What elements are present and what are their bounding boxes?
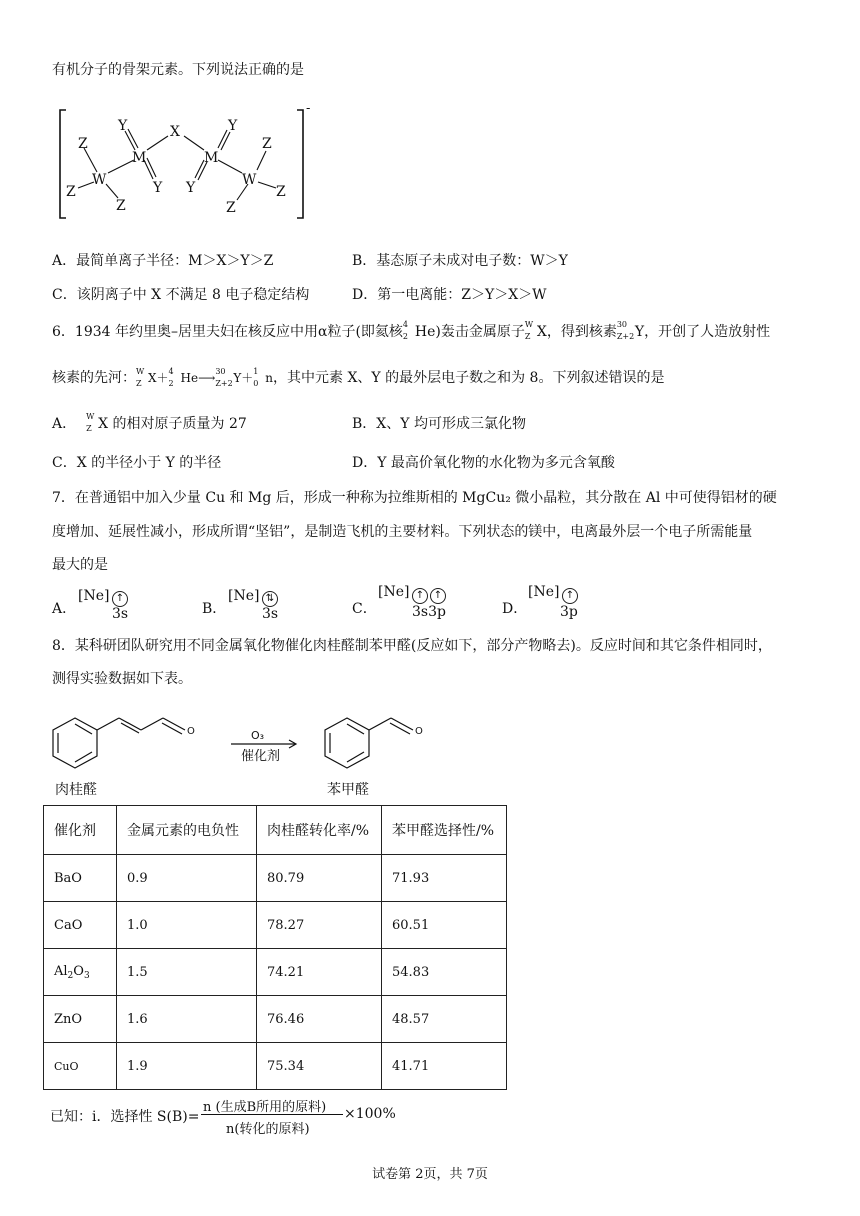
table-cell: CaO [44,902,117,949]
orbital-box: ↑ [412,588,428,604]
orbital-box: ↑ [112,591,128,607]
table-cell: 1.6 [117,996,257,1043]
q6-option-a[interactable]: A． W Z X 的相对原子质量为 27 [52,412,247,433]
q7-stem-line1: 7．在普通铝中加入少量 Cu 和 Mg 后，形成一种称为拉维斯相的 MgCu₂ 微小晶粒，其分散在 Al 中可使得铝材的硬 [52,490,777,506]
atom-z: Z [226,200,236,216]
q6-stem-line2: 核素的先河： W Z X＋ 4 2 He⟶ 30 Z+2 Y＋ 1 0 n，其中元素 X、Y 的最外层电子数之和为 8。下列叙述错误的是 [52,366,665,388]
reagent-ozone: O₃ [251,729,265,742]
fraction-bar [201,1114,343,1115]
table-cell: $Al_2O_3$ [44,949,117,996]
atom-y: Y [186,180,196,196]
atom-m: M [132,150,147,166]
table-cell: 54.83 [382,949,507,996]
atom-x: X [170,124,180,140]
formula-denominator: n(转化的原料) [226,1122,310,1137]
table-row [44,902,507,949]
q7-option-d[interactable]: D． [Ne] ↑ 3p [502,584,578,620]
q7-option-c[interactable]: C． [Ne] ↑ ↑ 3s3p [352,584,446,620]
reaction-scheme [45,700,455,800]
known-prefix: 已知：i．选择性 S(B)= [50,1109,200,1125]
q7-option-a[interactable]: A． [Ne] ↑ 3s [52,588,129,622]
column-header: 苯甲醛选择性/% [382,806,507,855]
atom-y: Y [228,118,238,134]
table-cell: 48.57 [382,996,507,1043]
table-cell: 78.27 [257,902,382,949]
q5-option-b[interactable]: B．基态原子未成对电子数：W＞Y [352,253,568,269]
oxygen-label: O [187,726,195,737]
nuclear-equation: W Z X＋ 4 2 He⟶ 30 Z+2 Y＋ 1 0 n [136,366,273,388]
q6-stem-line1: 6．1934 年约里奥–居里夫妇在核反应中用α粒子(即氦核 4 2 He)轰击金属原子 W Z X，得到核素 30 Z+2 Y，开创了人造放射性 [52,320,771,341]
atom-m: M [204,150,219,166]
intro-text: 有机分子的骨架元素。下列说法正确的是 [52,62,304,78]
table-cell: 1.9 [117,1043,257,1090]
table-row [44,1043,507,1090]
q8-stem-line1: 8．某科研团队研究用不同金属氧化物催化肉桂醛制苯甲醛(反应如下，部分产物略去)。反应时间和其它条件相同时， [52,638,772,654]
formula-multiplier: ×100% [344,1106,396,1122]
column-header: 肉桂醛转化率/% [257,806,382,855]
q7-stem-line2: 度增加、延展性减小，形成所谓“坚铝”，是制造飞机的主要材料。下列状态的镁中，电离最外层一个电子所需能量 [52,524,753,540]
q8-stem-line2: 测得实验数据如下表。 [52,671,192,687]
q7-stem-line3: 最大的是 [52,557,108,573]
table-cell: BaO [44,855,117,902]
q6-option-d[interactable]: D．Y 最高价氧化物的水化物为多元含氧酸 [352,455,615,471]
table-row [44,996,507,1043]
table-cell: 74.21 [257,949,382,996]
product-name: 苯甲醛 [327,782,369,798]
q5-option-a[interactable]: A．最简单离子半径：M＞X＞Y＞Z [52,253,274,269]
atom-y: Y [118,118,128,134]
orbital-box: ↑ [562,588,578,604]
atom-w: W [92,172,107,188]
table-cell: 0.9 [117,855,257,902]
table-row [44,949,507,996]
column-header: 催化剂 [44,806,117,855]
atom-y: Y [153,180,163,196]
table-cell: CuO [44,1043,117,1090]
q5-option-c[interactable]: C．该阴离子中 X 不满足 8 电子稳定结构 [52,287,310,303]
atom-z: Z [276,184,286,200]
catalyst-label: 催化剂 [241,749,281,764]
table-cell: 1.5 [117,949,257,996]
oxygen-label: O [415,726,423,737]
q5-option-d[interactable]: D．第一电离能：Z＞Y＞X＞W [352,287,547,303]
table-cell: 60.51 [382,902,507,949]
table-header-row [44,806,507,855]
table-cell: 1.0 [117,902,257,949]
atom-w: W [242,172,257,188]
page-footer: 试卷第 2页，共 7页 [372,1167,488,1182]
atom-z: Z [78,136,88,152]
catalyst-data-table [43,805,507,1090]
q6-option-c[interactable]: C．X 的半径小于 Y 的半径 [52,455,222,471]
q7-option-b[interactable]: B． [Ne] ⇅ 3s [202,588,279,622]
table-cell: 75.34 [257,1043,382,1090]
table-cell: 80.79 [257,855,382,902]
atom-z: Z [66,184,76,200]
table-cell: 41.71 [382,1043,507,1090]
table-cell: 71.93 [382,855,507,902]
orbital-box: ⇅ [262,591,278,607]
column-header: 金属元素的电负性 [117,806,257,855]
reactant-name: 肉桂醛 [55,782,97,798]
table-cell: ZnO [44,996,117,1043]
orbital-box: ↑ [430,588,446,604]
q6-option-b[interactable]: B．X、Y 均可形成三氯化物 [352,416,526,432]
table-cell: 76.46 [257,996,382,1043]
formula-numerator: n (生成B所用的原料) [203,1100,327,1115]
anion-structure-diagram [52,100,322,225]
atom-z: Z [116,198,126,214]
atom-z: Z [262,136,272,152]
table-row [44,855,507,902]
anion-charge: - [306,101,311,116]
